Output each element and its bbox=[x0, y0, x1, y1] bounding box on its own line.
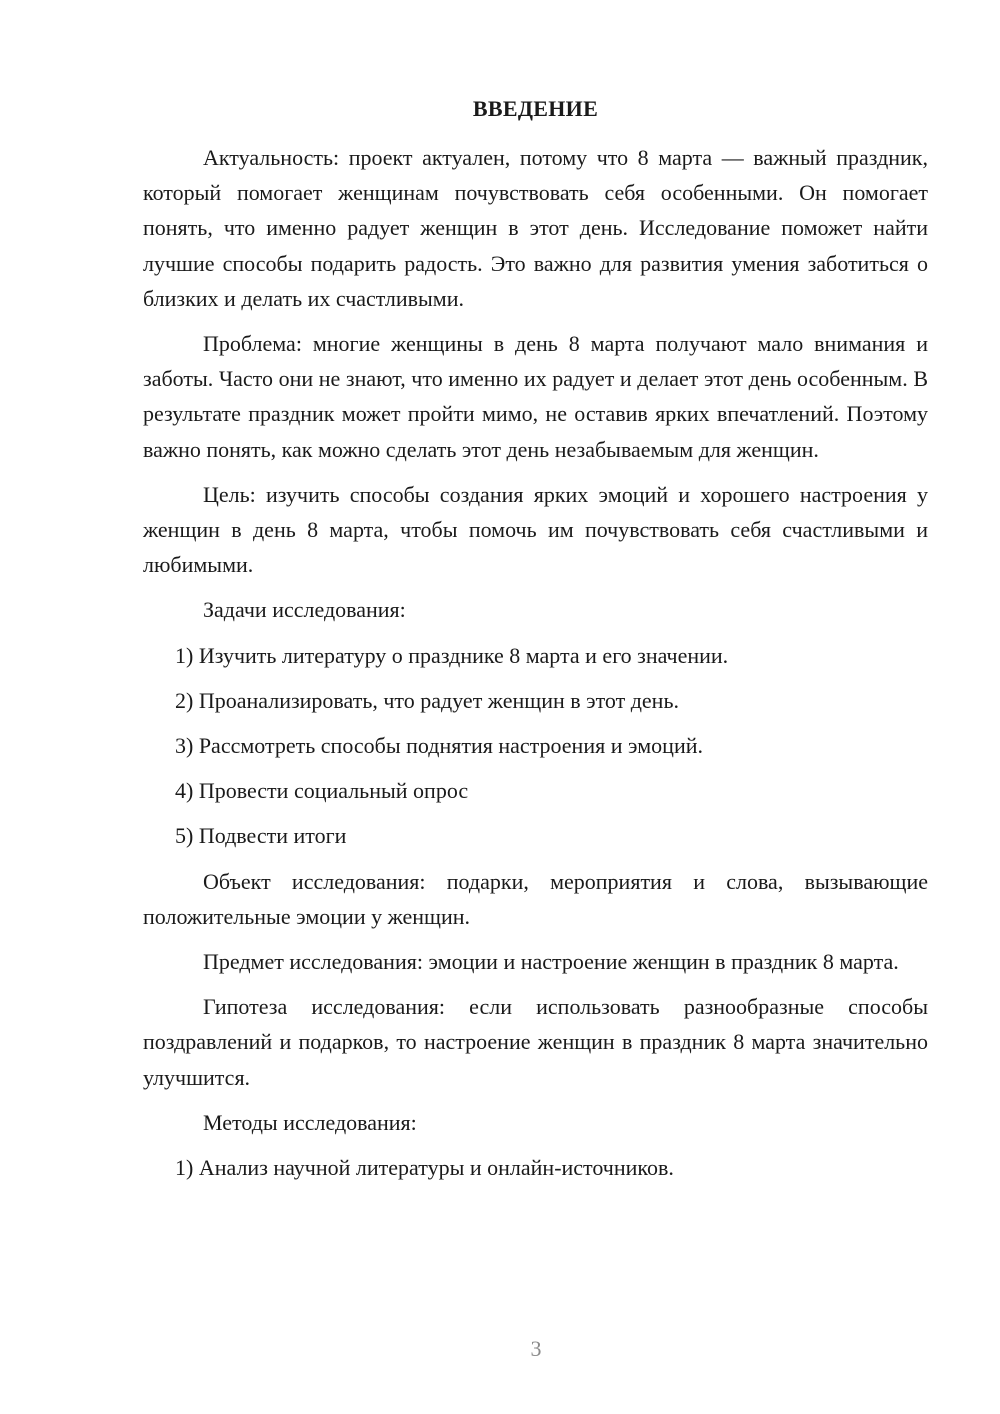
problem-paragraph: Проблема: многие женщины в день 8 марта получают мало внимания и заботы. Часто они не знают, что именно их радует и делает этот день особенным. В результате праздник может пройти мимо, не оставив ярких впечатлений. Поэтому важно понять, как можно сделать этот день незабываемым для женщин. bbox=[143, 331, 928, 462]
task-item-5: 5) Подвести итоги bbox=[175, 823, 347, 849]
subject-paragraph: Предмет исследования: эмоции и настроение женщин в праздник 8 марта. bbox=[203, 949, 899, 975]
object-paragraph: Объект исследования: подарки, мероприятия и слова, вызывающие положительные эмоции у женщин. bbox=[143, 868, 928, 929]
hypothesis-paragraph: Гипотеза исследования: если использовать разнообразные способы поздравлений и подарков, то настроение женщин в праздник 8 марта значительно улучшится. bbox=[143, 994, 928, 1090]
task-item-3: 3) Рассмотреть способы поднятия настроения и эмоций. bbox=[175, 733, 703, 759]
page-number: 3 bbox=[530, 1336, 542, 1361]
section-title: ВВЕДЕНИЕ bbox=[472, 96, 599, 121]
methods-heading: Методы исследования: bbox=[203, 1109, 417, 1135]
tasks-heading: Задачи исследования: bbox=[203, 597, 406, 623]
task-item-4: 4) Провести социальный опрос bbox=[175, 778, 469, 804]
task-item-2: 2) Проанализировать, что радует женщин в этот день. bbox=[175, 687, 679, 713]
task-item-1: 1) Изучить литературу о празднике 8 марта и его значении. bbox=[175, 642, 729, 668]
document-body bbox=[143, 140, 928, 1195]
relevance-paragraph: Актуальность: проект актуален, потому что 8 марта — важный праздник, который помогает женщинам почувствовать себя особенными. Он помогает понять, что именно радует женщин в этот день. Исследование поможет найти лучшие способы подарить радость. Это важно для развития умения заботиться о близких и делать их счастливыми. bbox=[143, 145, 928, 311]
goal-paragraph: Цель: изучить способы создания ярких эмоций и хорошего настроения у женщин в день 8 марта, чтобы помочь им почувствовать себя счастливыми и любимыми. bbox=[143, 481, 928, 578]
method-item-1: 1) Анализ научной литературы и онлайн-источников. bbox=[175, 1155, 674, 1181]
